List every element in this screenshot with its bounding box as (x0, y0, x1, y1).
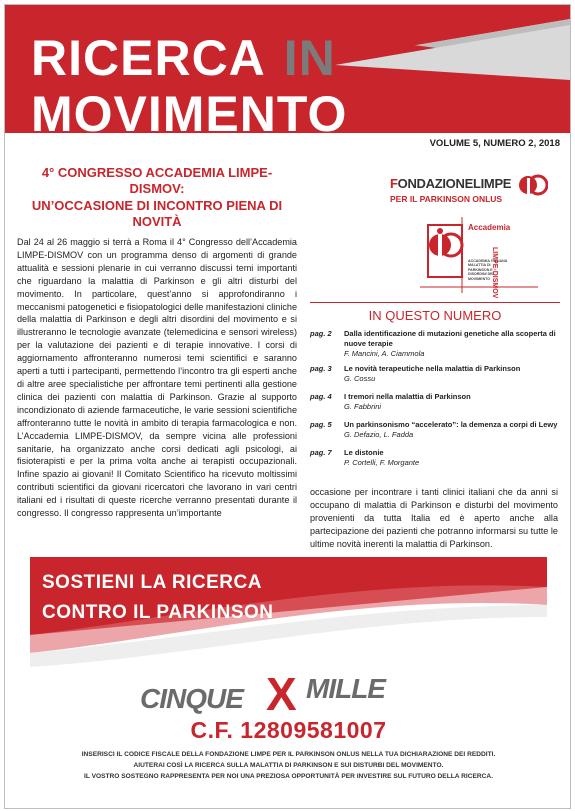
toc-title: Le distonie (344, 448, 384, 458)
title-word-in: IN (283, 30, 336, 86)
banner-line2: CONTRO IL PARKINSON (42, 602, 274, 623)
accademia-small-text: ACCADEMIA ITALIANA MALATTIA DI PARKINSON E DISORDINI DEL MOVIMENTO (468, 259, 508, 281)
toc-authors: P. Cortelli, F. Morgante (344, 458, 420, 467)
fondazione-subtitle: PER IL PARKINSON ONLUS (390, 194, 503, 204)
banner-note3: IL VOSTRO SOSTEGNO RAPPRESENTA PER NOI UNA PREZIOSA OPPORTUNITÀ PER INVESTIRE SUL FUTURO DELLA RICERCA. (84, 773, 493, 780)
mille-word: MILLE (306, 673, 385, 704)
tax-code: C.F. 12809581007 (190, 717, 387, 743)
fondazione-name: FONDAZIONELIMPE (390, 176, 512, 191)
title-word-movimento: MOVIMENTO (31, 86, 348, 142)
toc-authors: F. Mancini, A. Ciammola (344, 348, 425, 358)
banner-note2: AIUTERAI COSÌ LA RICERCA SULLA MALATTIA DI PARKINSON E SUI DISTURBI DEL MOVIMENTO. (133, 762, 444, 769)
headline-line1: 4° CONGRESSO ACCADEMIA LIMPE-DISMOV: (41, 165, 273, 197)
masthead (5, 5, 570, 153)
toc-authors: G. Fabbrini (344, 402, 382, 411)
fondazione-limpe-logo (390, 170, 550, 212)
toc-page: pag. 4 (310, 392, 332, 402)
five-per-mille-banner (30, 557, 547, 805)
toc-title: I tremori nella malattia di Parkinson (344, 392, 471, 402)
toc-item[interactable] (310, 329, 560, 358)
toc-item[interactable] (310, 420, 560, 442)
banner-line1: SOSTIENI LA RICERCA (42, 572, 262, 593)
headline-line2: UN’OCCASIONE DI INCONTRO PIENA DI NOVITÀ (31, 197, 283, 229)
toc-item[interactable] (310, 364, 560, 386)
toc-item[interactable] (310, 392, 560, 414)
main-article (17, 165, 297, 520)
accademia-label: Accademia (468, 223, 511, 232)
toc-title: Le novità terapeutiche nella malattia di Parkinson (344, 364, 521, 374)
cinque-x-mille-logo (140, 667, 440, 720)
toc-authors: G. Defazio, L. Fadda (344, 430, 414, 439)
table-of-contents (310, 329, 560, 476)
x-mark: X (266, 668, 297, 720)
accademia-name: LIMPE-DISMOV (491, 247, 498, 299)
toc-title: Un parkinsonismo “accelerato”: la demenza a corpi di Lewy (344, 420, 558, 430)
toc-page: pag. 3 (310, 364, 332, 374)
toc-item[interactable] (310, 448, 560, 470)
toc-page: pag. 7 (310, 448, 332, 458)
article-continuation: occasione per incontrare i tanti clinici italiani che da anni si occupano di malattia di Parkinson e disturbi del movimento provenienti da tutta Italia ed è aperto anche alla partecipazione dei pazienti che potranno informarsi su tutte le ultime novità inerenti la malattia di Parkinson. (310, 487, 558, 549)
toc-page: pag. 2 (310, 329, 332, 338)
article-body: Dal 24 al 26 maggio si terrà a Roma il 4° Congresso dell’Accademia LIMPE-DISMOV con un programma denso di argomenti di grande attualità e sessioni plenarie in cui verranno discussi temi importanti che riguardano la malattia di Parkinson e gli altri disturbi del movimento. In particolare, quest’anno si approfondiranno i meccanismi patogenetici e fisiopatologici delle manifestazioni cliniche della malattia di Parkinson e degli altri disordini del movimento e si illustreranno le tecnologie avanzate (telemedicina e sensori wireless) per la valutazione dei pazienti e di terapie innovative. I corsi di aggiornamento affronteranno numerosi temi scientifici e saranno aperti a tutti i partecipanti, permettendo l’incontro tra gli esperti anche di altre aree specialistiche per affrontare temi pertinenti alla gestione clinica dei pazienti con malattia di Parkinson. Grazie al supporto incondizionato di aziende farmaceutiche, le varie sessioni scientifiche affronteranno tutte le novità in ambito di terapia farmacologica e non. L’Accademia LIMPE-DISMOV, da sempre vicina alle professioni sanitarie, ha organizzato anche corsi dedicati agli psicologi, ai fisioterapisti e per la prima volta anche ai terapisti occupazionali. Infine spazio ai giovani! Il Comitato Scientifico ha ricevuto moltissimi contributi scientifici da giovani ricercatori che lavorano in vari centri italiani ed i risultati di queste ricerche verranno presentati durante il congresso. Il congresso rappresenta un’importante (17, 237, 297, 519)
toc-heading: IN QUESTO NUMERO (368, 308, 502, 323)
accademia-limpe-dismov-logo (420, 217, 540, 297)
fondazione-lp-icon (518, 172, 548, 198)
toc-title: Dalla identificazione di mutazioni genetiche alla scoperta di nuove terapie (344, 329, 556, 348)
volume-info: VOLUME 5, NUMERO 2, 2018 (429, 138, 560, 149)
toc-authors: G. Cossu (344, 374, 376, 383)
toc-page: pag. 5 (310, 420, 332, 430)
masthead-title-line1 (31, 30, 336, 86)
section-divider (310, 302, 560, 303)
article-headline (17, 165, 297, 230)
newsletter-page (4, 4, 571, 809)
title-word-ricerca: RICERCA (31, 30, 266, 86)
cinque-word: CINQUE (140, 683, 243, 714)
banner-note1: INSERISCI IL CODICE FISCALE DELLA FONDAZIONE LIMPE PER IL PARKINSON ONLUS NELLA TUA DICHIARAZIONE DEI REDDITI. (81, 751, 496, 758)
